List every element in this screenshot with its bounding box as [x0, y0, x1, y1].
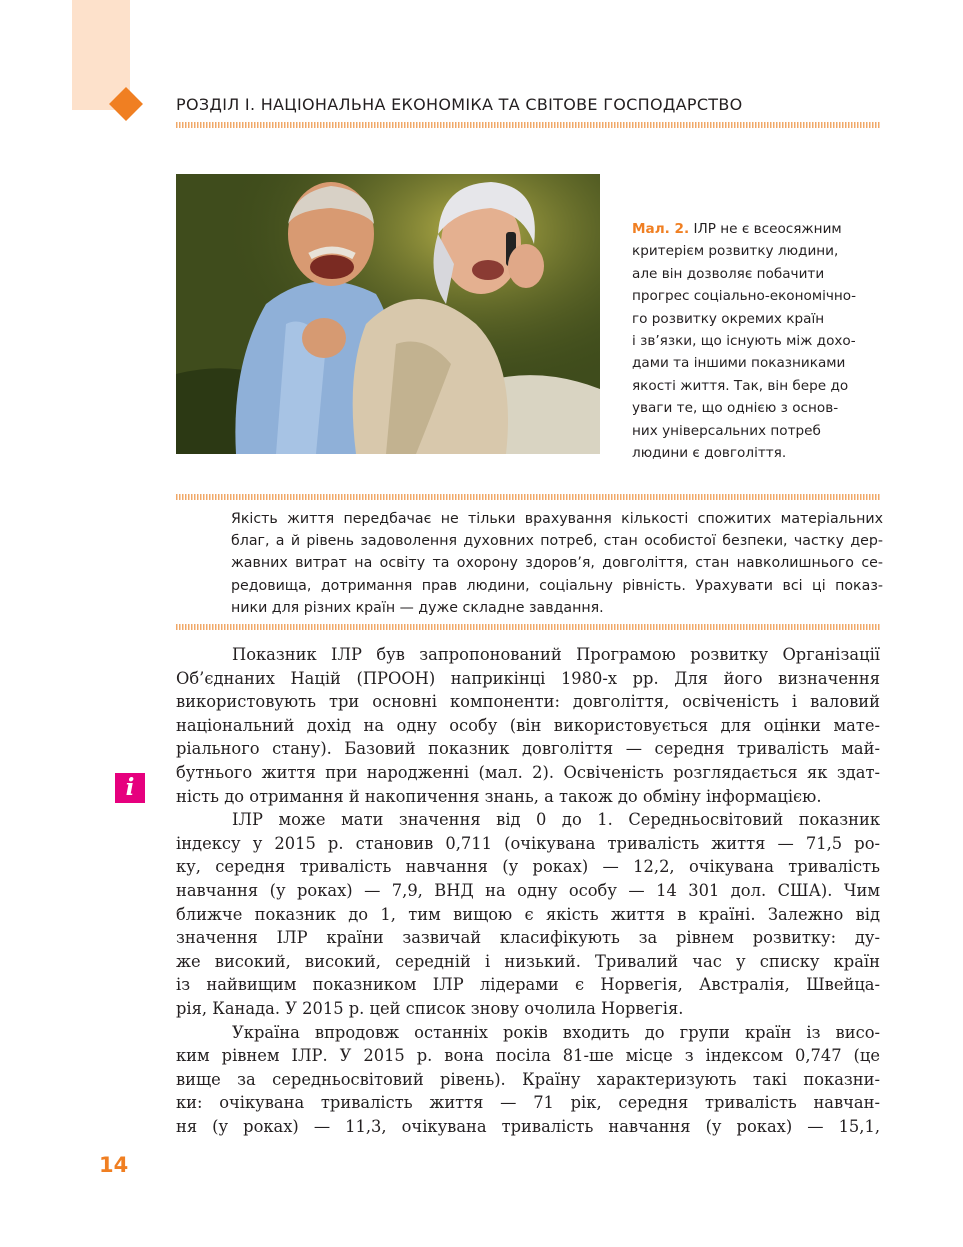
body-line: вище за середньосвітовий рівень). Країну характеризують такі показни-	[176, 1069, 880, 1089]
caption-line: Мал. 2. ІЛР не є всеосяжним	[632, 221, 842, 237]
caption-line: прогрес соціально-економічно-	[632, 288, 856, 305]
note-bottom-divider	[176, 624, 880, 630]
note-line: Якість життя передбачає не тільки врахування кількості спожитих матеріальних	[231, 511, 883, 527]
header-divider	[176, 122, 880, 128]
body-line: національний дохід на одну особу (він використовується для оцінки мате-	[176, 715, 880, 735]
caption-line: критерієм розвитку людини,	[632, 243, 839, 260]
body-line: ки: очікувана тривалість життя — 71 рік, середня тривалість навчан-	[176, 1093, 880, 1113]
caption-line: го розвитку окремих країн	[632, 310, 825, 327]
figure-photo	[176, 174, 600, 454]
body-line: ність до отримання й накопичення знань, а також до обміну інформацією.	[176, 786, 822, 806]
figure-caption	[632, 218, 892, 464]
body-line: використовують три основні компоненти: довголіття, освіченість і валовий	[176, 692, 880, 712]
caption-line: дами та іншими показниками	[632, 355, 846, 372]
caption-line: них універсальних потреб	[632, 422, 821, 439]
body-line: бутнього життя при народженні (мал. 2). Освіченість розглядається як здат-	[176, 762, 880, 782]
body-line: ближче показник до 1, тим вищою є якість життя в країні. Залежно від	[176, 904, 880, 924]
caption-line: уваги те, що однією з основ-	[632, 400, 839, 417]
body-line: ріального стану). Базовий показник довголіття — середня тривалість май-	[176, 739, 880, 759]
caption-line: людини є довголіття.	[632, 445, 787, 462]
body-line: ІЛР може мати значення від 0 до 1. Середньосвітовий показник	[232, 810, 880, 830]
note-top-divider	[176, 494, 880, 500]
note-box	[231, 508, 883, 619]
body-line: навчання (у роках) — 7,9, ВНД на одну особу — 14 301 дол. США). Чим	[176, 880, 880, 900]
note-line: жавних витрат на освіту та охорону здоров’я, довголіття, стан навколишнього се-	[231, 555, 883, 572]
note-line: редовища, дотримання прав людини, соціальну рівність. Урахувати всі ці показ-	[231, 577, 883, 594]
caption-line: і зв’язки, що існують між дохо-	[632, 333, 856, 350]
note-line: благ, а й рівень задоволення духовних потреб, стан особистої безпеки, частку дер-	[231, 533, 883, 550]
body-line: ку, середня тривалість навчання (у роках) — 12,2, очікувана тривалість	[176, 857, 880, 877]
body-text	[176, 643, 880, 1138]
caption-line: але він дозволяє побачити	[632, 265, 825, 282]
body-line: же високий, високий, середній і низький. Тривалий час у списку країн	[176, 951, 880, 971]
info-icon: i	[115, 773, 145, 803]
body-line: ким рівнем ІЛР. У 2015 р. вона посіла 81-ше місце з індексом 0,747 (це	[176, 1046, 880, 1066]
page-number: 14	[99, 1153, 129, 1177]
note-line: ники для різних країн — дуже складне завдання.	[231, 599, 604, 616]
chapter-header: РОЗДІЛ І. НАЦІОНАЛЬНА ЕКОНОМІКА ТА СВІТОВЕ ГОСПОДАРСТВО	[176, 95, 743, 114]
figure-label: Мал. 2.	[632, 221, 690, 237]
body-line: значення ІЛР країни зазвичай класифікують за рівнем розвитку: ду-	[176, 928, 880, 948]
body-line: індексу у 2015 р. становив 0,711 (очікувана тривалість життя — 71,5 ро-	[176, 833, 880, 853]
body-line: із найвищим показником ІЛР лідерами є Норвегія, Австралія, Швейца-	[176, 975, 880, 995]
body-line: Показник ІЛР був запропонований Програмою розвитку Організації	[232, 645, 880, 664]
body-line: ня (у роках) — 11,3, очікувана тривалість навчання (у роках) — 15,1,	[176, 1116, 880, 1136]
elderly-couple-image	[176, 174, 600, 454]
body-line: Об’єднаних Націй (ПРООН) наприкінці 1980-х рр. Для його визначення	[176, 668, 880, 688]
body-line: рія, Канада. У 2015 р. цей список знову очолила Норвегія.	[176, 998, 684, 1018]
caption-line: якості життя. Так, він бере до	[632, 377, 849, 394]
body-line: Україна впродовж останніх років входить до групи країн із висо-	[232, 1022, 880, 1042]
